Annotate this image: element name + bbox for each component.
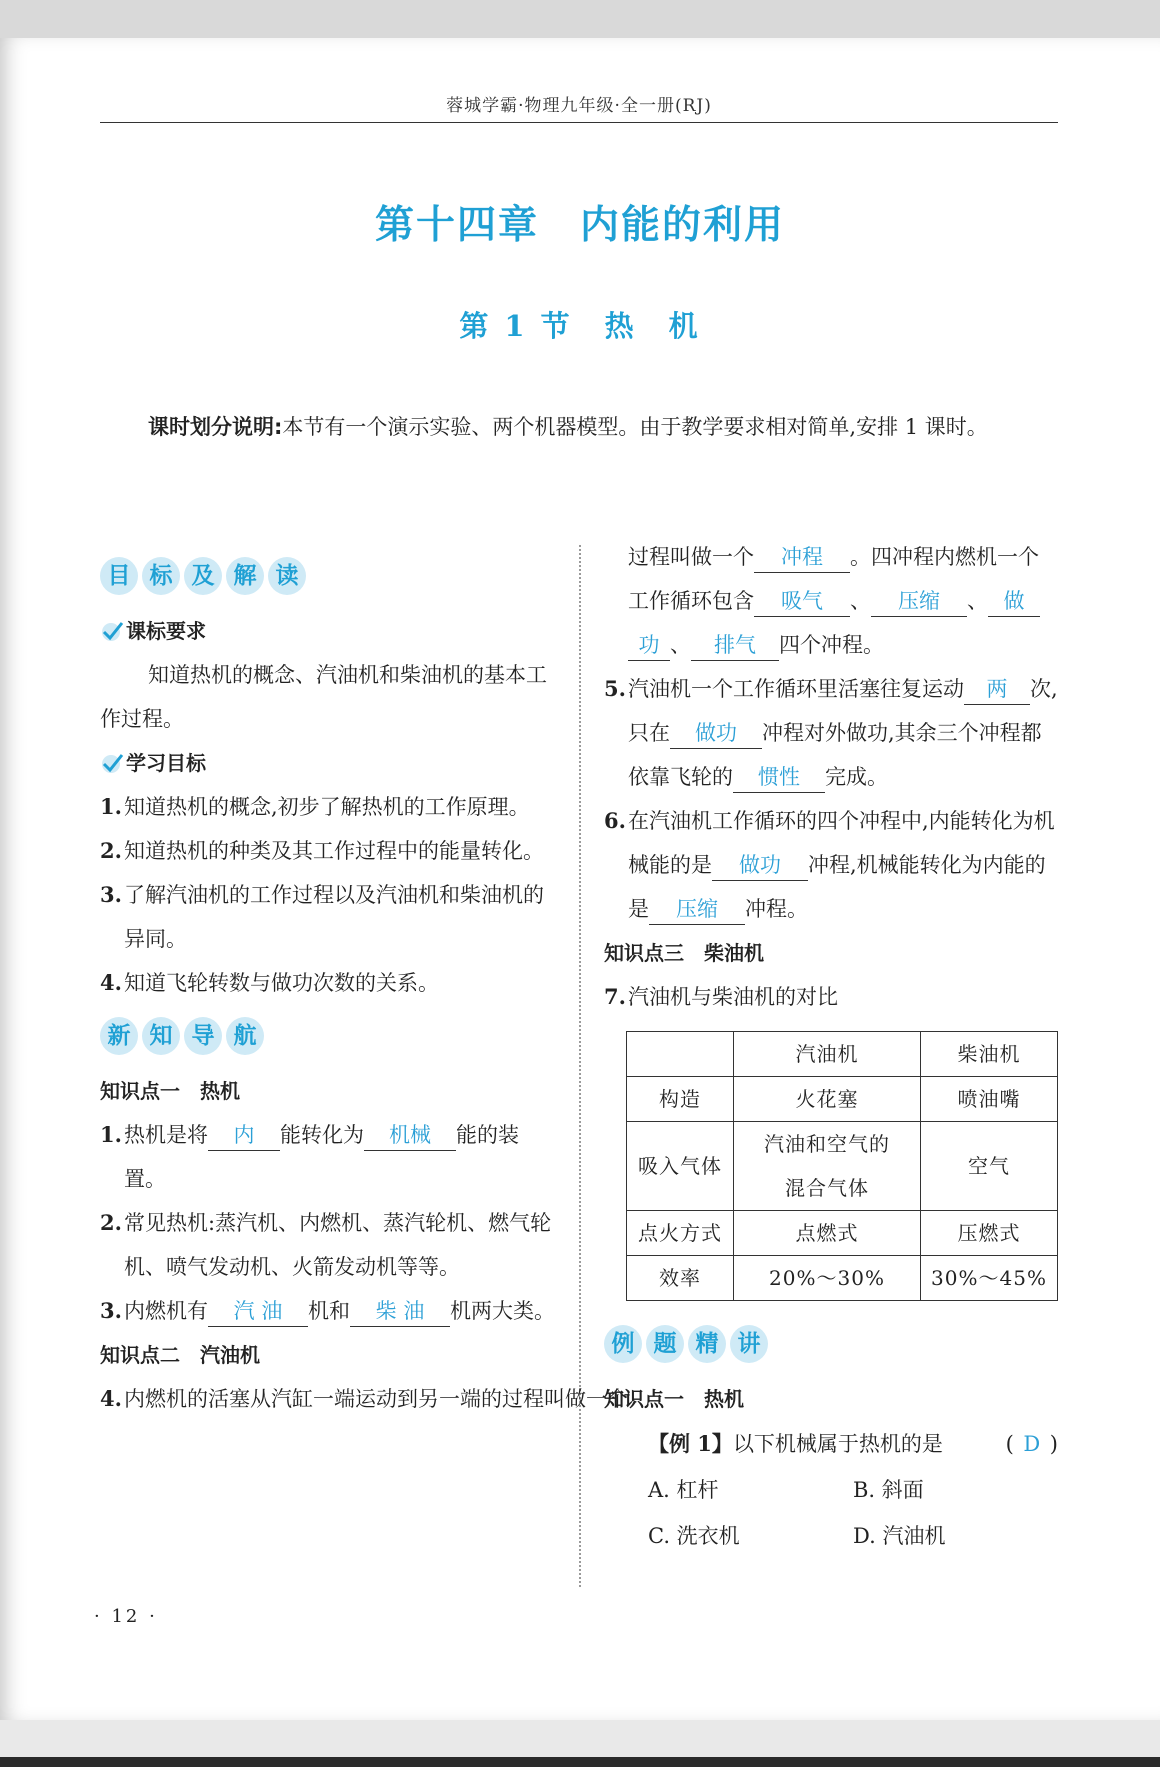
q-num: 3. — [100, 1298, 122, 1323]
table-row-label: 点火方式 — [627, 1211, 734, 1256]
goals-badge: 及 — [184, 557, 222, 595]
goals-badge: 目 — [100, 557, 138, 595]
new-knowledge-badge: 导 — [184, 1017, 222, 1055]
table-cell: 20%～30% — [734, 1256, 921, 1301]
examples-badge: 精 — [688, 1325, 726, 1363]
table-header: 柴油机 — [921, 1032, 1058, 1077]
question-4-start — [100, 1377, 628, 1421]
table-header-row — [627, 1032, 1058, 1077]
example-knowledge-point-title: 知识点一 热机 — [604, 1387, 744, 1411]
answer-blank: 功 — [628, 630, 670, 661]
answer-bracket — [1006, 1421, 1058, 1467]
table-cell: 点燃式 — [734, 1211, 921, 1256]
question-3 — [100, 1289, 556, 1333]
question-5 — [604, 667, 1058, 799]
answer-blank: 汽 油 — [208, 1296, 308, 1327]
answer-blank: 压缩 — [649, 894, 745, 925]
q-text — [628, 667, 1058, 799]
example-answer: D — [1023, 1432, 1041, 1456]
answer-blank: 冲程 — [754, 542, 850, 573]
checkmark-icon — [100, 751, 124, 775]
example-text: 以下机械属于热机的是 — [732, 1432, 943, 1456]
table-cell: 30%～45% — [921, 1256, 1058, 1301]
q-part: 冲程对外做功,其余三个冲程都依靠飞轮的 — [628, 721, 1042, 789]
question-6 — [604, 799, 1058, 931]
column-divider — [579, 545, 581, 1587]
q-part: 热机是将 — [124, 1123, 208, 1147]
learning-goal — [100, 961, 556, 1005]
q-num: 5. — [604, 676, 626, 701]
answer-blank: 内 — [208, 1120, 280, 1151]
table-cell — [627, 1032, 734, 1077]
examples-badge: 例 — [604, 1325, 642, 1363]
examples-badge: 题 — [646, 1325, 684, 1363]
option-a: A. 杠杆 — [648, 1478, 719, 1502]
learning-goal — [100, 829, 556, 873]
q-part: 冲程,机械能转化为内能的是 — [628, 853, 1046, 921]
knowledge-point-3-title: 知识点三 柴油机 — [604, 941, 764, 965]
right-column — [604, 535, 1058, 1559]
table-cell: 火花塞 — [734, 1077, 921, 1122]
standard-heading — [100, 609, 556, 653]
goal-text: 知道热机的概念,初步了解热机的工作原理。 — [124, 795, 530, 819]
goals-badge: 解 — [226, 557, 264, 595]
question-7 — [604, 975, 1058, 1019]
goal-text: 了解汽油机的工作过程以及汽油机和柴油机的异同。 — [124, 883, 544, 951]
question-2 — [100, 1201, 556, 1289]
goal-num: 3. — [100, 882, 122, 907]
answer-blank: 吸气 — [754, 586, 850, 617]
q-part: 、 — [967, 589, 988, 613]
cell-line: 汽油和空气的 — [764, 1132, 890, 1156]
q-num: 7. — [604, 984, 626, 1009]
goal-num: 1. — [100, 794, 122, 819]
example-1 — [604, 1421, 1058, 1467]
answer-blank: 柴 油 — [350, 1296, 450, 1327]
q-text: 汽油机与柴油机的对比 — [628, 985, 838, 1009]
q-part: 内燃机有 — [124, 1299, 208, 1323]
q-part: 能转化为 — [280, 1123, 364, 1147]
new-knowledge-badge: 航 — [226, 1017, 264, 1055]
learning-goal — [100, 873, 556, 961]
left-column — [100, 545, 628, 1421]
engine-comparison-table — [626, 1031, 1058, 1301]
goal-num: 2. — [100, 838, 122, 863]
table-row — [627, 1256, 1058, 1301]
example-label: 【例 1】 — [648, 1431, 733, 1456]
paren: ( — [1005, 1432, 1014, 1456]
examples-badge: 讲 — [730, 1325, 768, 1363]
q-part: 四个冲程。 — [779, 633, 884, 657]
learning-heading-text: 学习目标 — [126, 751, 206, 775]
standard-text: 知道热机的概念、汽油机和柴油机的基本工作过程。 — [100, 663, 547, 731]
lesson-intro — [100, 405, 1058, 449]
table-cell: 喷油嘴 — [921, 1077, 1058, 1122]
goal-num: 4. — [100, 970, 122, 995]
standard-heading-text: 课标要求 — [126, 619, 206, 643]
knowledge-point-1-title: 知识点一 热机 — [100, 1079, 240, 1103]
knowledge-point-2-title: 知识点二 汽油机 — [100, 1343, 260, 1367]
option-c: C. 洗衣机 — [648, 1524, 740, 1548]
checkmark-icon — [100, 619, 124, 643]
cell-line: 混合气体 — [785, 1176, 869, 1200]
option-b: B. 斜面 — [853, 1478, 924, 1502]
option-d: D. 汽油机 — [853, 1524, 946, 1548]
new-knowledge-badge: 知 — [142, 1017, 180, 1055]
q-part: 机和 — [308, 1299, 350, 1323]
table-cell — [734, 1122, 921, 1211]
answer-blank: 做功 — [670, 718, 762, 749]
q-part: 、 — [670, 633, 691, 657]
bottom-bar — [0, 1720, 1160, 1767]
q-text: 常见热机:蒸汽机、内燃机、蒸汽轮机、燃气轮机、喷气发动机、火箭发动机等等。 — [124, 1211, 552, 1279]
question-1 — [100, 1113, 556, 1201]
q-num: 2. — [100, 1210, 122, 1235]
q-part: 能的装置。 — [124, 1123, 519, 1191]
table-row-label: 吸入气体 — [627, 1122, 734, 1211]
page-number: · 12 · — [94, 1606, 158, 1627]
section-title: 第 1 节 热 机 — [459, 309, 701, 343]
goals-badge: 标 — [142, 557, 180, 595]
examples-badge-row — [604, 1325, 1058, 1363]
goals-badge-row — [100, 557, 556, 595]
question-4-continued — [604, 535, 1058, 667]
chapter-title: 第十四章 内能的利用 — [374, 203, 785, 248]
goals-badge: 读 — [268, 557, 306, 595]
answer-blank: 排气 — [691, 630, 779, 661]
new-knowledge-badge: 新 — [100, 1017, 138, 1055]
q-num: 1. — [100, 1122, 122, 1147]
table-header: 汽油机 — [734, 1032, 921, 1077]
new-knowledge-badge-row — [100, 1017, 556, 1055]
q-part: 次,只在 — [628, 677, 1058, 745]
q-part: 过程叫做一个 — [628, 545, 754, 569]
answer-blank: 惯性 — [733, 762, 825, 793]
q-part: 汽油机一个工作循环里活塞往复运动 — [628, 677, 964, 701]
learning-goal — [100, 785, 556, 829]
goal-text: 知道热机的种类及其工作过程中的能量转化。 — [124, 839, 544, 863]
q-text: 内燃机的活塞从汽缸一端运动到另一端的过程叫做一个 — [124, 1387, 628, 1411]
example-question — [648, 1421, 1006, 1467]
q-num: 4. — [100, 1386, 122, 1411]
q-text — [124, 1289, 556, 1333]
table-row — [627, 1122, 1058, 1211]
q-part: 机两大类。 — [450, 1299, 555, 1323]
options-row — [604, 1513, 1058, 1559]
intro-text: 本节有一个演示实验、两个机器模型。由于教学要求相对简单,安排 1 课时。 — [282, 415, 988, 439]
table-row-label: 构造 — [627, 1077, 734, 1122]
answer-blank: 做 — [988, 586, 1040, 617]
answer-blank: 做功 — [712, 850, 808, 881]
q-part: 、 — [850, 589, 871, 613]
table-row — [627, 1211, 1058, 1256]
q-num: 6. — [604, 808, 626, 833]
q-text — [124, 1113, 556, 1201]
bottom-strip — [0, 1757, 1160, 1767]
table-cell: 压燃式 — [921, 1211, 1058, 1256]
table-cell: 空气 — [921, 1122, 1058, 1211]
options-row — [604, 1467, 1058, 1513]
table-row-label: 效率 — [627, 1256, 734, 1301]
answer-blank: 两 — [964, 674, 1030, 705]
goal-text: 知道飞轮转数与做功次数的关系。 — [124, 971, 439, 995]
q-part: 。四冲程内燃机一个工作循环包含 — [628, 545, 1039, 613]
table-row — [627, 1077, 1058, 1122]
intro-label: 课时划分说明: — [148, 415, 283, 439]
q-text — [628, 799, 1058, 931]
answer-blank: 机械 — [364, 1120, 456, 1151]
running-header: 蓉城学霸·物理九年级·全一册(RJ) — [100, 82, 1058, 123]
learning-heading — [100, 741, 556, 785]
q-part: 完成。 — [825, 765, 888, 789]
q-part: 冲程。 — [745, 897, 808, 921]
q-part: 在汽油机工作循环的四个冲程中,内能转化为机械能的是 — [628, 809, 1055, 877]
paren: ) — [1049, 1432, 1058, 1456]
answer-blank: 压缩 — [871, 586, 967, 617]
